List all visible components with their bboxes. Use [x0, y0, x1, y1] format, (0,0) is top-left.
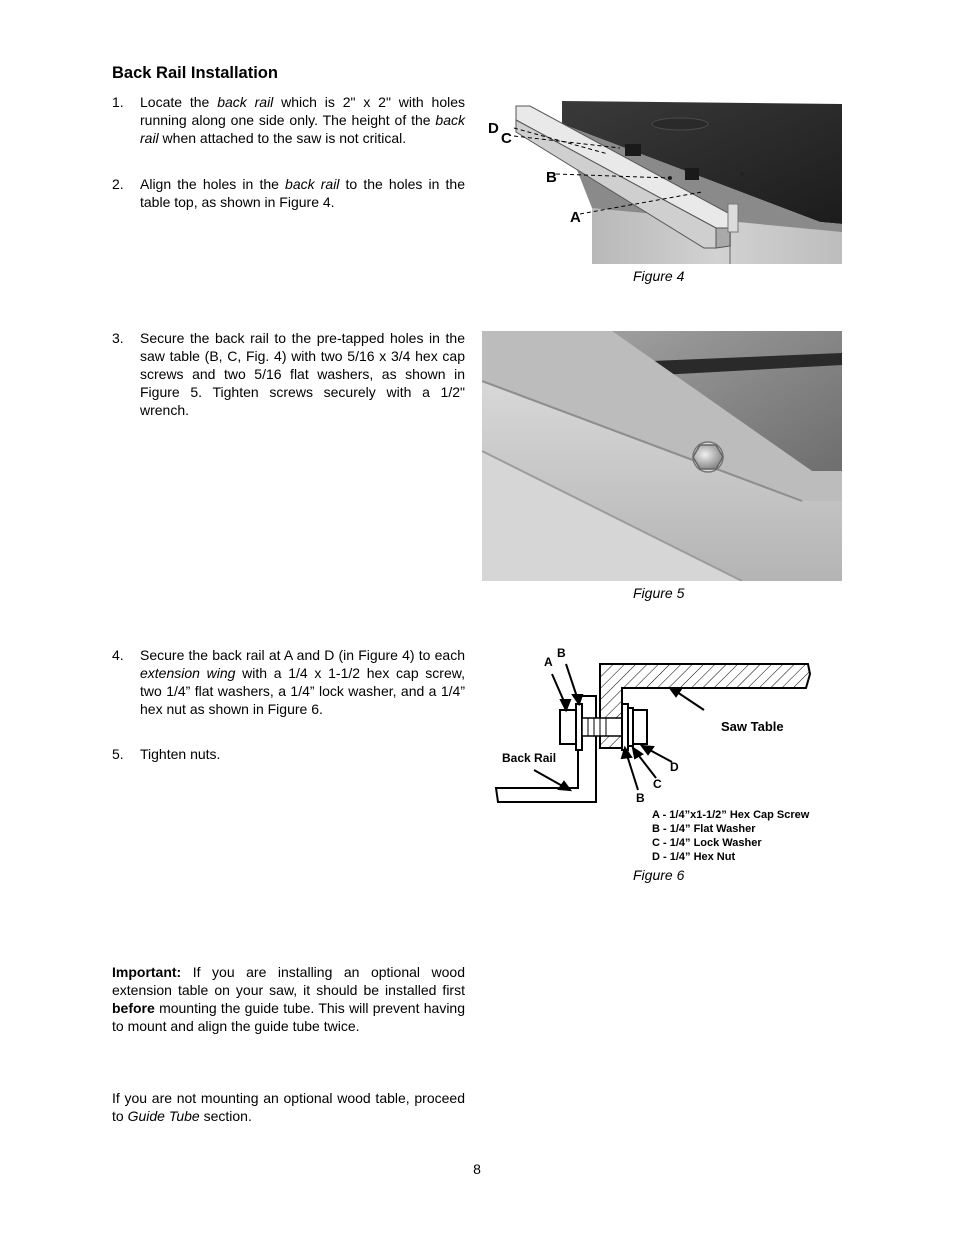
- text-run: back rail: [140, 112, 465, 146]
- fig4-label-a: A: [570, 209, 581, 226]
- fig6-legend-c: C - 1/4” Lock Washer: [652, 837, 762, 849]
- text-run: which is 2" x 2" with holes running along one side only. The height of the: [140, 94, 465, 128]
- fig6-label-b-top: B: [557, 646, 566, 660]
- text-run: extension wing: [140, 665, 236, 681]
- figure-5-photo: [482, 331, 842, 581]
- text-run: If you are installing an optional wood extension table on your saw, it should be installed first: [112, 964, 465, 998]
- text-run: to the holes in the table top, as shown in Figure 4.: [140, 176, 465, 210]
- figure-4-photo: [480, 96, 842, 264]
- step-number: 1.: [112, 94, 124, 110]
- text-run: Tighten nuts.: [140, 746, 221, 762]
- text-run: back rail: [217, 94, 274, 110]
- figure-6-caption: Figure 6: [633, 867, 685, 883]
- fig4-label-b: B: [546, 169, 557, 186]
- figure-4-caption: Figure 4: [633, 268, 685, 284]
- text-run: Guide Tube: [127, 1108, 200, 1124]
- fig6-label-c: C: [653, 777, 662, 791]
- text-run: with a 1/4 x 1-1/2 hex cap screw, two 1/4” flat washers, a 1/4” lock washer, and a 1/4” hex nut as shown in Figure 6.: [140, 665, 465, 717]
- step-text: [140, 646, 465, 718]
- fig6-legend-d: D - 1/4” Hex Nut: [652, 851, 736, 863]
- fig6-legend-b: B - 1/4” Flat Washer: [652, 823, 756, 835]
- fig6-label-a-top: A: [544, 655, 553, 669]
- text-run: before: [112, 1000, 155, 1016]
- step-number: 3.: [112, 330, 124, 346]
- text-run: Secure the back rail at A and D (in Figure 4) to each: [140, 647, 465, 663]
- important-note: [112, 963, 465, 1035]
- text-run: back rail: [285, 176, 340, 192]
- step-4: [112, 646, 465, 718]
- step-5: [112, 745, 465, 763]
- step-3: [112, 329, 465, 419]
- step-2: [112, 175, 465, 211]
- closing-note: [112, 1089, 465, 1125]
- fig4-label-c: C: [501, 130, 512, 147]
- text-run: Align the holes in the: [140, 176, 286, 192]
- text-run: Important:: [112, 964, 182, 980]
- fig6-label-d: D: [670, 760, 679, 774]
- text-run: when attached to the saw is not critical.: [158, 130, 407, 146]
- step-number: 4.: [112, 647, 124, 663]
- figure-6-diagram: [490, 640, 830, 868]
- fig6-label-back-rail: Back Rail: [502, 751, 557, 765]
- step-number: 2.: [112, 176, 124, 192]
- fig4-label-d: D: [488, 120, 499, 137]
- text-run: If you are not mounting an optional wood table, proceed to: [112, 1090, 465, 1124]
- fig6-label-b: B: [636, 791, 645, 805]
- text-run: mounting the guide tube. This will prevent having to mount and align the guide tube twice.: [112, 1000, 465, 1034]
- text-run: Locate the: [140, 94, 218, 110]
- step-1: [112, 93, 465, 147]
- step-text: [140, 745, 465, 763]
- step-text: [140, 329, 465, 419]
- section-title: Back Rail Installation: [112, 64, 278, 82]
- page-number: 8: [473, 1161, 481, 1177]
- figure-5-caption: Figure 5: [633, 585, 685, 601]
- fig6-legend-a: A - 1/4”x1-1/2” Hex Cap Screw: [652, 809, 810, 821]
- step-text: [140, 93, 465, 147]
- text-run: Secure the back rail to the pre-tapped holes in the saw table (B, C, Fig. 4) with two 5/16 x 3/4 hex cap screws and two 5/16 flat washers, as shown in Figure 5. Tighten screws securely with a 1/2" wrench.: [140, 330, 465, 418]
- step-number: 5.: [112, 746, 124, 762]
- step-text: [140, 175, 465, 211]
- fig6-label-saw-table: Saw Table: [721, 719, 784, 734]
- text-run: section.: [199, 1108, 252, 1124]
